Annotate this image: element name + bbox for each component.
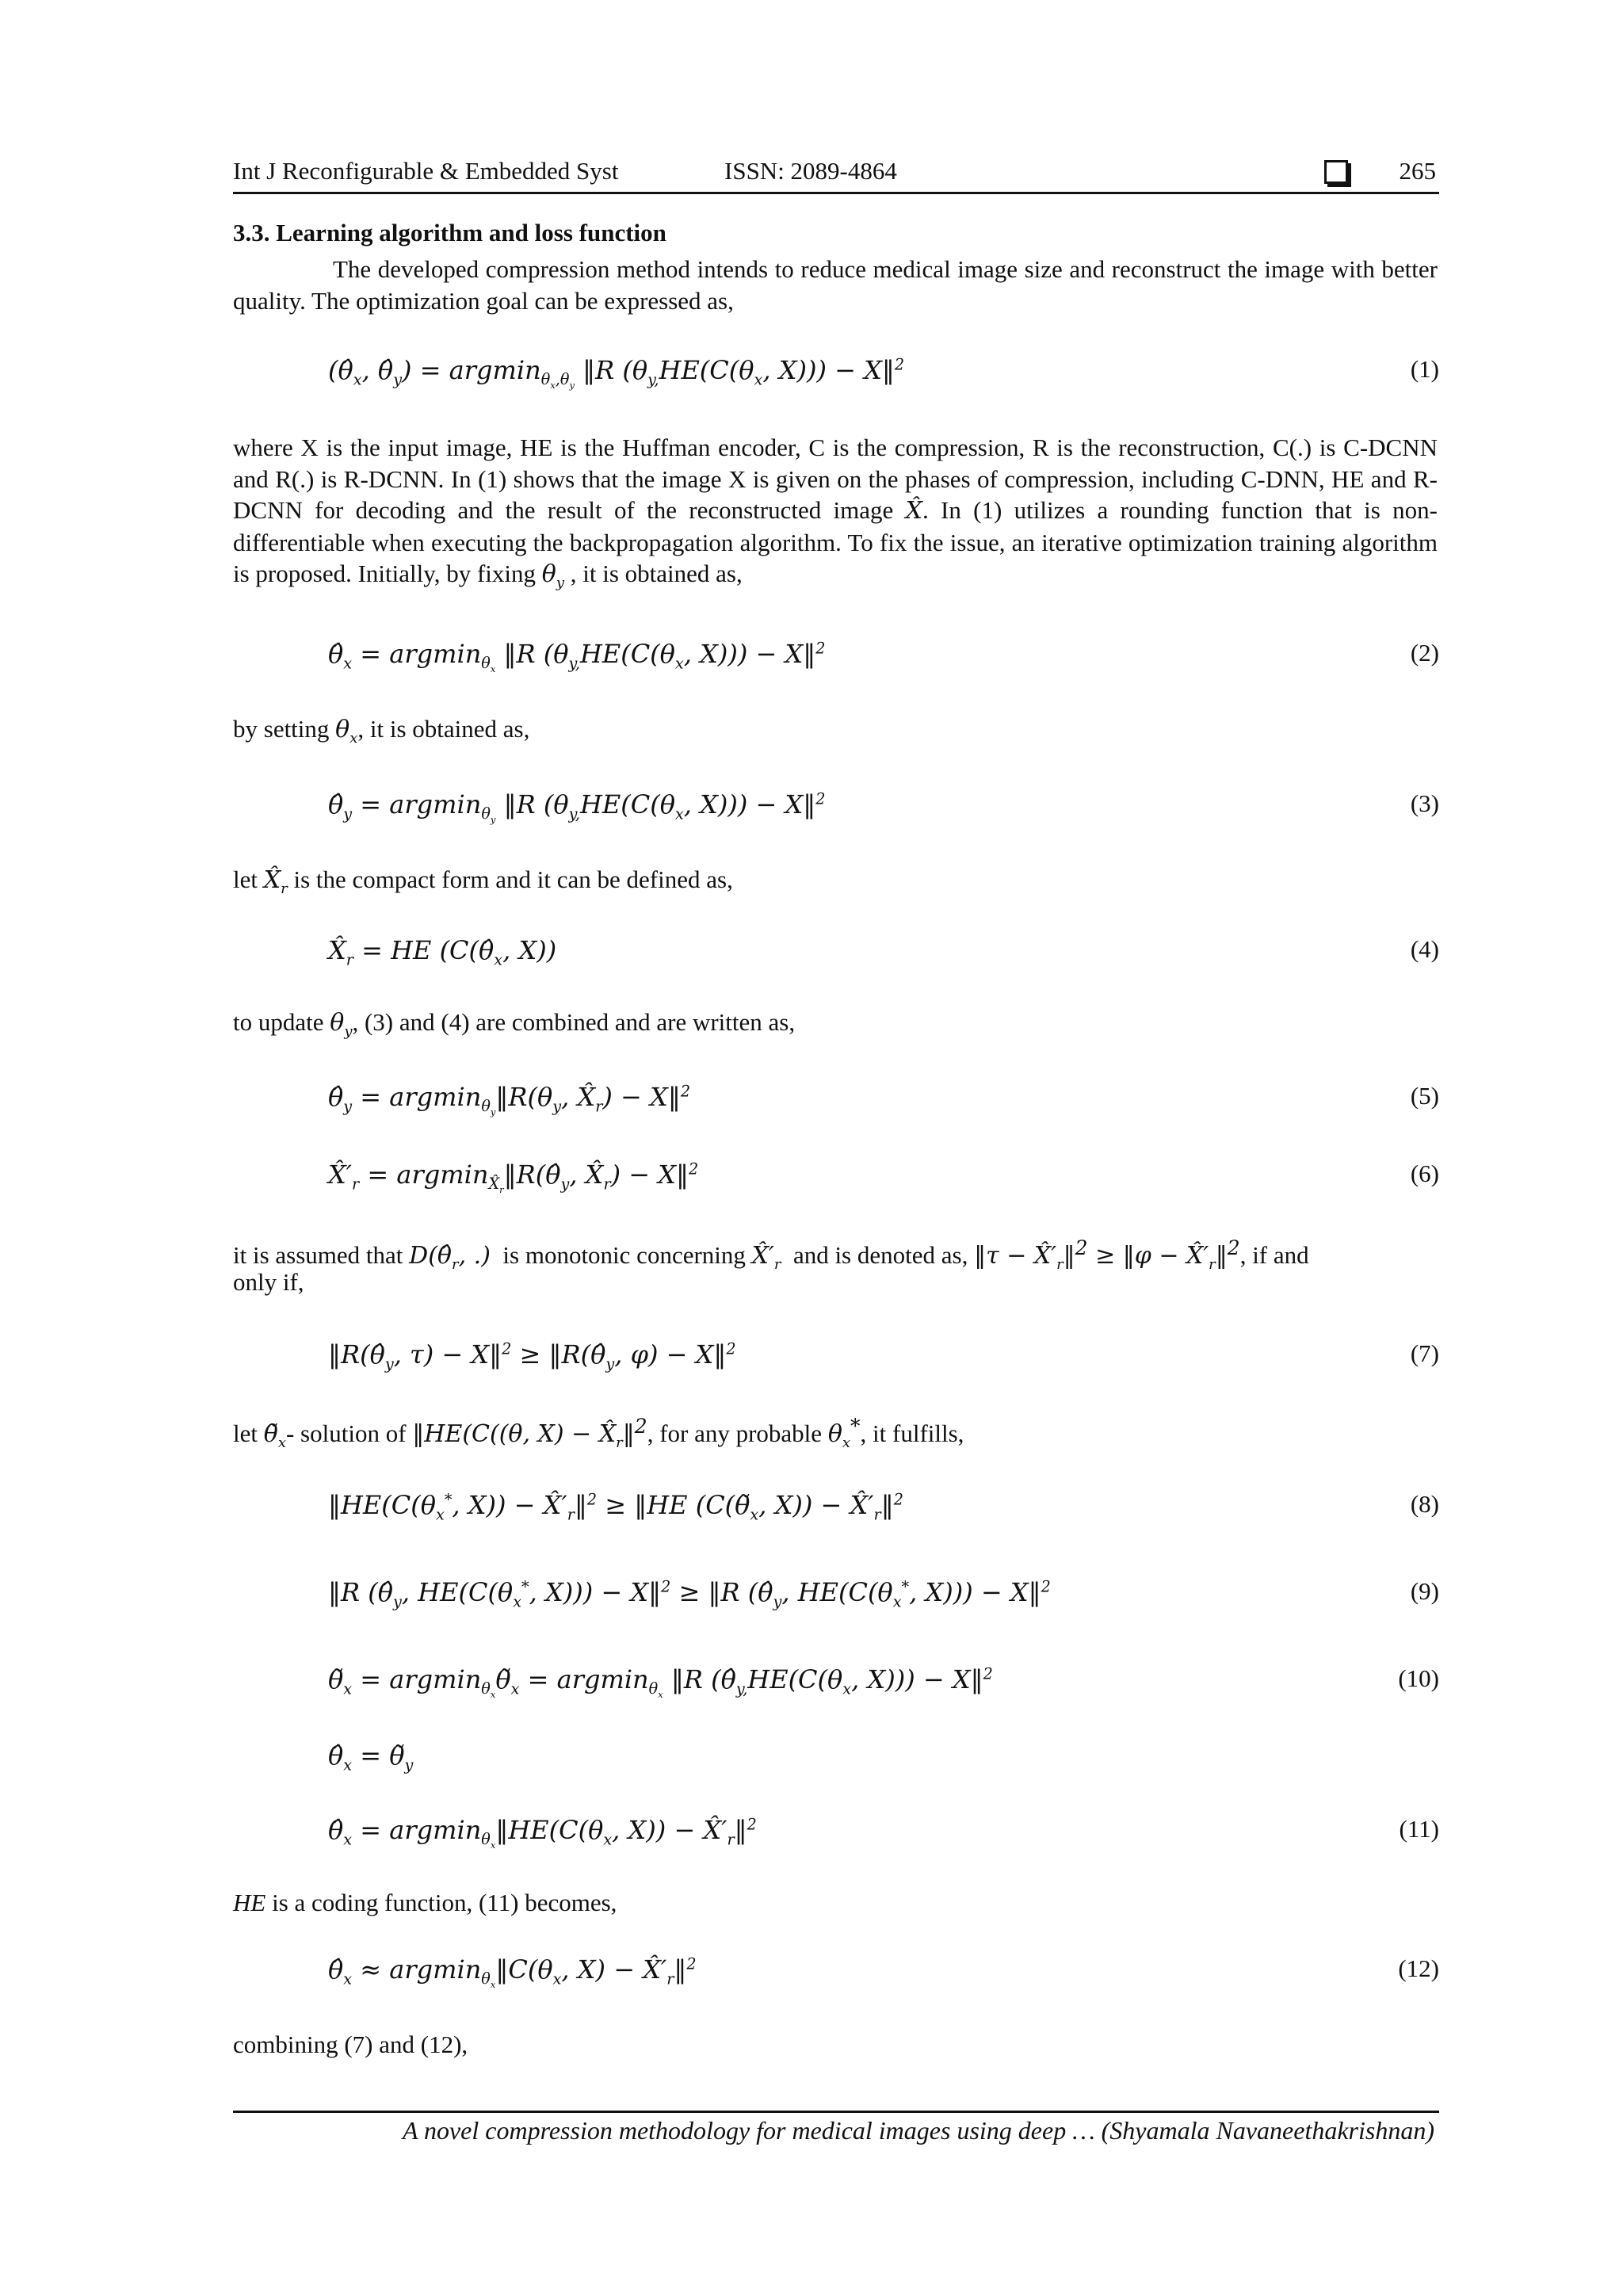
equation-unnumbered: $\thetâ_x$ = $\thetã_y$ xyxy=(328,1740,414,1775)
journal-name: Int J Reconfigurable & Embedded Syst xyxy=(233,157,619,185)
equation-1: ($\thetâ_x$, $\thetâ_y) = argmin_{\theta_x,\theta_y}$ ‖R ($\theta_{y,}HE(C(\theta_x$, X))) − X‖$^2$ (1) xyxy=(328,355,1439,392)
equation-number: (3) xyxy=(1410,789,1439,817)
running-footer xyxy=(233,2111,1439,2145)
paragraph-explanation: where X is the input image, HE is the Huffman encoder, C is the compression, R is the reconstruction, C(.) is C-DCNN and R(.) is R-DCNN. In (1) shows that the image X is given on the phases of compression, including C-DNN, HE and R-DCNN for decoding and the result of the reconstructed image X̂. In (1) utilizes a rounding function that is non-differentiable when executing the backpropagation algorithm. To fix the issue, an iterative optimization training algorithm is proposed. Initially, by fixing $\theta_y$ , it is obtained as, xyxy=(233,434,1438,591)
equation-number: (4) xyxy=(1410,935,1439,963)
text-line: only if, xyxy=(233,1268,304,1296)
page-number: 265 xyxy=(1399,157,1436,185)
equation-6: $X̂'_r$ = $argmin_{X̂_r}‖R(\thetâ_y$, $X̂_r$) − X‖$^2$ (6) xyxy=(328,1159,1439,1196)
equation-number: (1) xyxy=(1410,355,1439,383)
paragraph-intro: The developed compression method intends to reduce medical image size and reconstruct the image with better quality. The optimization goal can be expressed as, xyxy=(233,255,1438,315)
equation-number: (6) xyxy=(1410,1159,1439,1187)
equation-number: (5) xyxy=(1410,1082,1439,1110)
text-line: by setting $\theta_x$, it is obtained as, xyxy=(233,715,530,747)
equation-number: (9) xyxy=(1410,1577,1439,1605)
equation-number: (11) xyxy=(1399,1815,1439,1843)
section-heading: 3.3. Learning algorithm and loss function xyxy=(233,219,666,246)
equation-7: $‖R(\thetâ_y$, τ) − X‖$^2$ ≥ $‖R(\thetâ_y$, φ) − X‖$^2$ (7) xyxy=(328,1339,1439,1373)
equation-11: $\thetâ_x$ = $argmin_{\theta_x}‖HE(C(\theta_x$, $X)) - X̂'_r‖^2$ (11) xyxy=(328,1815,1439,1851)
equation-number: (7) xyxy=(1410,1339,1439,1367)
text-line: let $\thetã_x-$ solution of ‖HE(C((θ, $X) - X̂_r‖^2$, for any probable $\theta_x^*$, it fulfills, xyxy=(233,1415,964,1451)
equation-number: (8) xyxy=(1410,1490,1439,1518)
text-line: it is assumed that $D(\thetâ_r$, .) is monotonic concerning $X̂'_r$ and is denoted as, ‖τ − $X̂'_r‖^2$ ≥ ‖φ − $X̂'_r‖^2$, if and xyxy=(233,1236,1309,1273)
text-line: HE is a coding function, (11) becomes, xyxy=(233,1889,617,1916)
equation-number: (10) xyxy=(1398,1664,1439,1692)
text-line: combining (7) and (12), xyxy=(233,2030,468,2058)
equation-number: (2) xyxy=(1410,639,1439,667)
footer-citation: A novel compression methodology for medical images using deep … (Shyamala Navaneethakrishnan) xyxy=(403,2116,1434,2145)
equation-8: $‖HE(C(\theta_x^*$, $X)) - X̂'_r‖^2$ ≥ ‖HE ($C(\thetã_x$, $X)) - X̂'_r‖^2$ (8) xyxy=(328,1490,1439,1524)
equation-4: $X̂_r$ = HE ($C(\thetâ_x$, X)) (4) xyxy=(328,935,1439,969)
box-icon xyxy=(1324,160,1348,184)
equation-3: $\thetâ_y = argmin_{\theta_y}$ ‖R ($\theta_{y,}HE(C(\theta_x$, X))) − X‖$^2$ (3) xyxy=(328,789,1439,826)
equation-2: $\thetâ_x = argmin_{\theta_x}$ ‖R ($\theta_{y,}HE(C(\theta_x$, X))) − X‖$^2$ (2) xyxy=(328,639,1439,675)
issn: ISSN: 2089-4864 xyxy=(724,157,897,185)
equation-9: ‖R ($\thetâ_y$, $HE(C(\theta_x^*$, X))) − X‖$^2$ ≥ ‖R ($\thetâ_y$, $HE(C(\theta_x^*$, X))) − X‖$^2$ (9) xyxy=(328,1577,1439,1611)
equation-5: $\thetâ_y$ = $argmin_{\theta_y}‖R(\theta_y$, $X̂_r$) − X‖$^2$ (5) xyxy=(328,1082,1439,1118)
equation-12: $\thetâ_x$ ≈ $argmin_{\theta_x}‖C(\theta_x$, $X) - X̂'_r‖^2$ (12) xyxy=(328,1954,1439,1991)
equation-10: $\thetã_x$ = $argmin_{\theta_x}\thetã_x = argmin_{\theta_x}$ ‖R ($\thetâ_{y,}HE(C(\theta_x$, X))) − X‖$^2$ (10) xyxy=(328,1664,1439,1701)
text-line: to update $\theta_y$, (3) and (4) are combined and are written as, xyxy=(233,1008,796,1040)
running-header xyxy=(233,157,1439,194)
text-line: let $X̂_r$ is the compact form and it can be defined as, xyxy=(233,865,733,897)
equation-number: (12) xyxy=(1398,1954,1439,1982)
